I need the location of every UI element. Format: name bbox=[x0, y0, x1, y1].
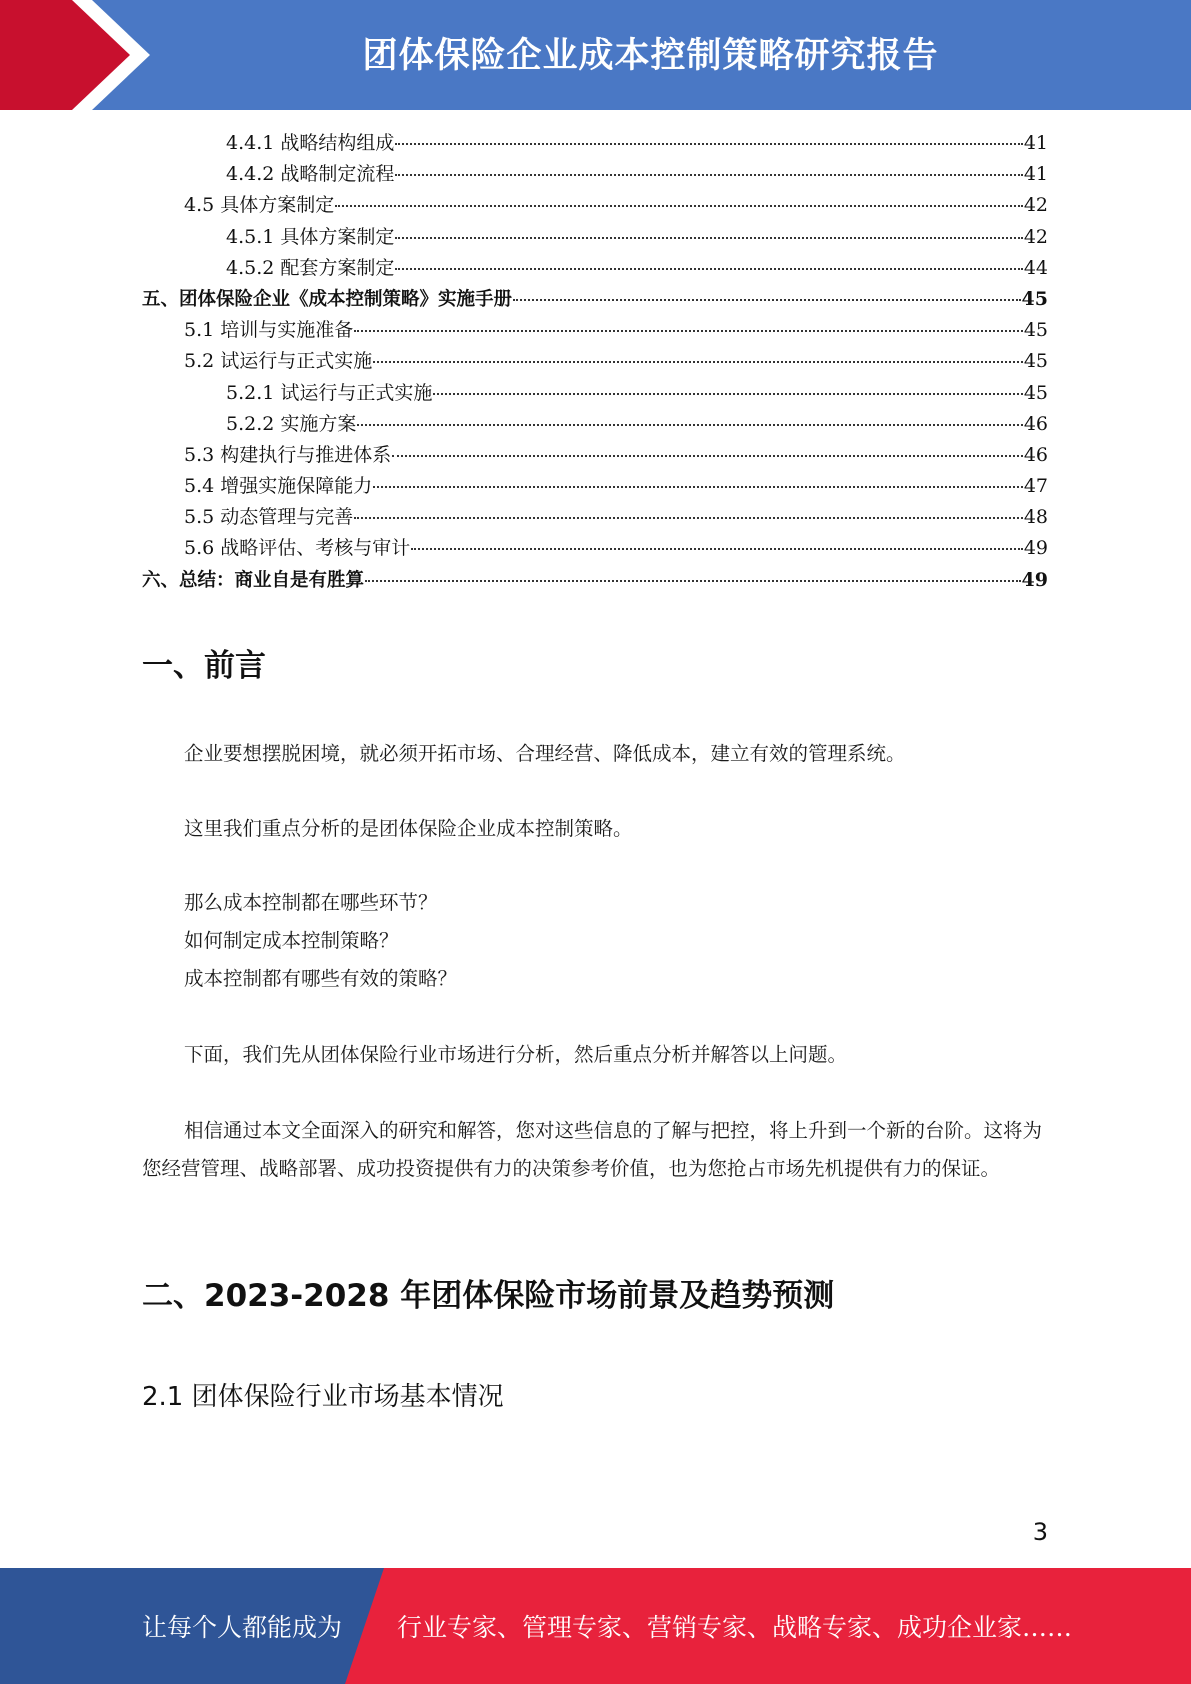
paragraph: 企业要想摆脱困境，就必须开拓市场、合理经营、降低成本，建立有效的管理系统。 bbox=[184, 742, 906, 765]
paragraph: 那么成本控制都在哪些环节？ bbox=[184, 891, 438, 914]
toc-entry[interactable] bbox=[142, 378, 1048, 409]
toc-dot-leader bbox=[395, 237, 1022, 239]
toc-dot-leader bbox=[395, 143, 1022, 145]
toc-entry[interactable] bbox=[142, 253, 1048, 284]
toc-entry[interactable] bbox=[142, 190, 1048, 221]
toc-dot-leader bbox=[373, 361, 1023, 363]
toc-entry-page: 44 bbox=[1023, 256, 1048, 279]
report-title: 团体保险企业成本控制策略研究报告 bbox=[362, 36, 939, 76]
page-header bbox=[0, 0, 1191, 110]
toc-entry-title: 5.6 战略评估、考核与审计 bbox=[184, 537, 411, 560]
footer-slogan-left: 让每个人都能成为 bbox=[142, 1613, 343, 1642]
paragraph: 相信通过本文全面深入的研究和解答，您对这些信息的了解与把控，将上升到一个新的台阶。这将为您经营管理、战略部署、成功投资提供有力的决策参考价值，也为您抢占市场先机提供有力的保证。 bbox=[142, 1119, 1043, 1180]
toc-entry-page: 48 bbox=[1023, 506, 1048, 529]
page-footer bbox=[0, 1568, 1191, 1684]
toc-entry-page: 49 bbox=[1023, 537, 1048, 560]
section-heading-preface: 一、前言 bbox=[142, 648, 266, 684]
toc-entry[interactable] bbox=[142, 471, 1048, 502]
toc-entry-title: 4.5 具体方案制定 bbox=[184, 194, 335, 217]
toc-entry-page: 45 bbox=[1021, 287, 1048, 310]
footer-slogan-right: 行业专家、管理专家、营销专家、战略专家、成功企业家…… bbox=[397, 1613, 1073, 1642]
toc-entry-title: 4.4.1 战略结构组成 bbox=[226, 132, 395, 154]
toc-dot-leader bbox=[392, 455, 1023, 457]
toc-dot-leader bbox=[373, 486, 1023, 488]
toc-dot-leader bbox=[395, 268, 1022, 270]
toc-entry[interactable] bbox=[142, 222, 1048, 253]
toc-entry-page: 42 bbox=[1023, 225, 1048, 248]
toc-entry-page: 42 bbox=[1023, 194, 1048, 217]
toc-entry-title: 5.3 构建执行与推进体系 bbox=[184, 443, 392, 466]
toc-entry-page: 45 bbox=[1023, 350, 1048, 373]
toc-entry[interactable] bbox=[142, 159, 1048, 190]
toc-entry-title: 5.2.1 试运行与正式实施 bbox=[226, 381, 433, 404]
toc-entry-page: 45 bbox=[1023, 381, 1048, 404]
toc-dot-leader bbox=[354, 330, 1023, 332]
toc-entry-title: 5.2.2 实施方案 bbox=[226, 412, 357, 435]
toc-dot-leader bbox=[411, 548, 1023, 550]
toc-dot-leader bbox=[395, 174, 1022, 176]
paragraph: 这里我们重点分析的是团体保险企业成本控制策略。 bbox=[184, 817, 633, 840]
toc-entry-title: 4.5.2 配套方案制定 bbox=[226, 256, 395, 279]
toc-entry[interactable] bbox=[142, 284, 1048, 315]
toc-entry[interactable] bbox=[142, 440, 1048, 471]
section-heading-market-forecast: 二、2023-2028 年团体保险市场前景及趋势预测 bbox=[142, 1278, 835, 1314]
toc-dot-leader bbox=[365, 580, 1021, 582]
toc-entry[interactable] bbox=[142, 565, 1048, 596]
paragraph: 下面，我们先从团体保险行业市场进行分析，然后重点分析并解答以上问题。 bbox=[184, 1043, 848, 1066]
toc-entry-page: 46 bbox=[1023, 443, 1048, 466]
toc-dot-leader bbox=[335, 205, 1023, 207]
paragraph: 成本控制都有哪些有效的策略？ bbox=[184, 967, 458, 990]
toc-entry-title: 5.1 培训与实施准备 bbox=[184, 319, 354, 342]
page-number: 3 bbox=[1032, 1518, 1048, 1546]
toc-entry-title: 5.5 动态管理与完善 bbox=[184, 506, 354, 529]
toc-entry-title: 5.2 试运行与正式实施 bbox=[184, 350, 373, 373]
toc-entry-title: 5.4 增强实施保障能力 bbox=[184, 475, 373, 498]
toc-entry-page: 41 bbox=[1023, 163, 1048, 186]
toc-entry[interactable] bbox=[142, 409, 1048, 440]
toc-entry-title: 五、团体保险企业《成本控制策略》实施手册 bbox=[142, 288, 513, 310]
toc-dot-leader bbox=[433, 393, 1022, 395]
toc-entry-page: 45 bbox=[1023, 319, 1048, 342]
toc-dot-leader bbox=[354, 517, 1023, 519]
toc-entry-page: 47 bbox=[1023, 475, 1048, 498]
toc-entry[interactable] bbox=[142, 128, 1048, 159]
toc-entry[interactable] bbox=[142, 533, 1048, 564]
paragraph: 如何制定成本控制策略？ bbox=[184, 929, 399, 952]
toc-entry[interactable] bbox=[142, 315, 1048, 346]
table-of-contents bbox=[142, 128, 1048, 596]
toc-entry-title: 4.5.1 具体方案制定 bbox=[226, 225, 395, 248]
toc-entry-page: 49 bbox=[1021, 568, 1048, 591]
toc-entry-title: 4.4.2 战略制定流程 bbox=[226, 163, 395, 186]
toc-dot-leader bbox=[513, 299, 1021, 301]
toc-entry-title: 六、总结：商业自是有胜算 bbox=[142, 569, 365, 591]
toc-dot-leader bbox=[357, 424, 1022, 426]
toc-entry[interactable] bbox=[142, 502, 1048, 533]
toc-entry[interactable] bbox=[142, 346, 1048, 377]
subsection-heading: 2.1 团体保险行业市场基本情况 bbox=[142, 1382, 504, 1412]
header-chevron-decoration bbox=[0, 0, 160, 110]
toc-entry-page: 46 bbox=[1023, 412, 1048, 435]
toc-entry-page: 41 bbox=[1023, 132, 1048, 154]
